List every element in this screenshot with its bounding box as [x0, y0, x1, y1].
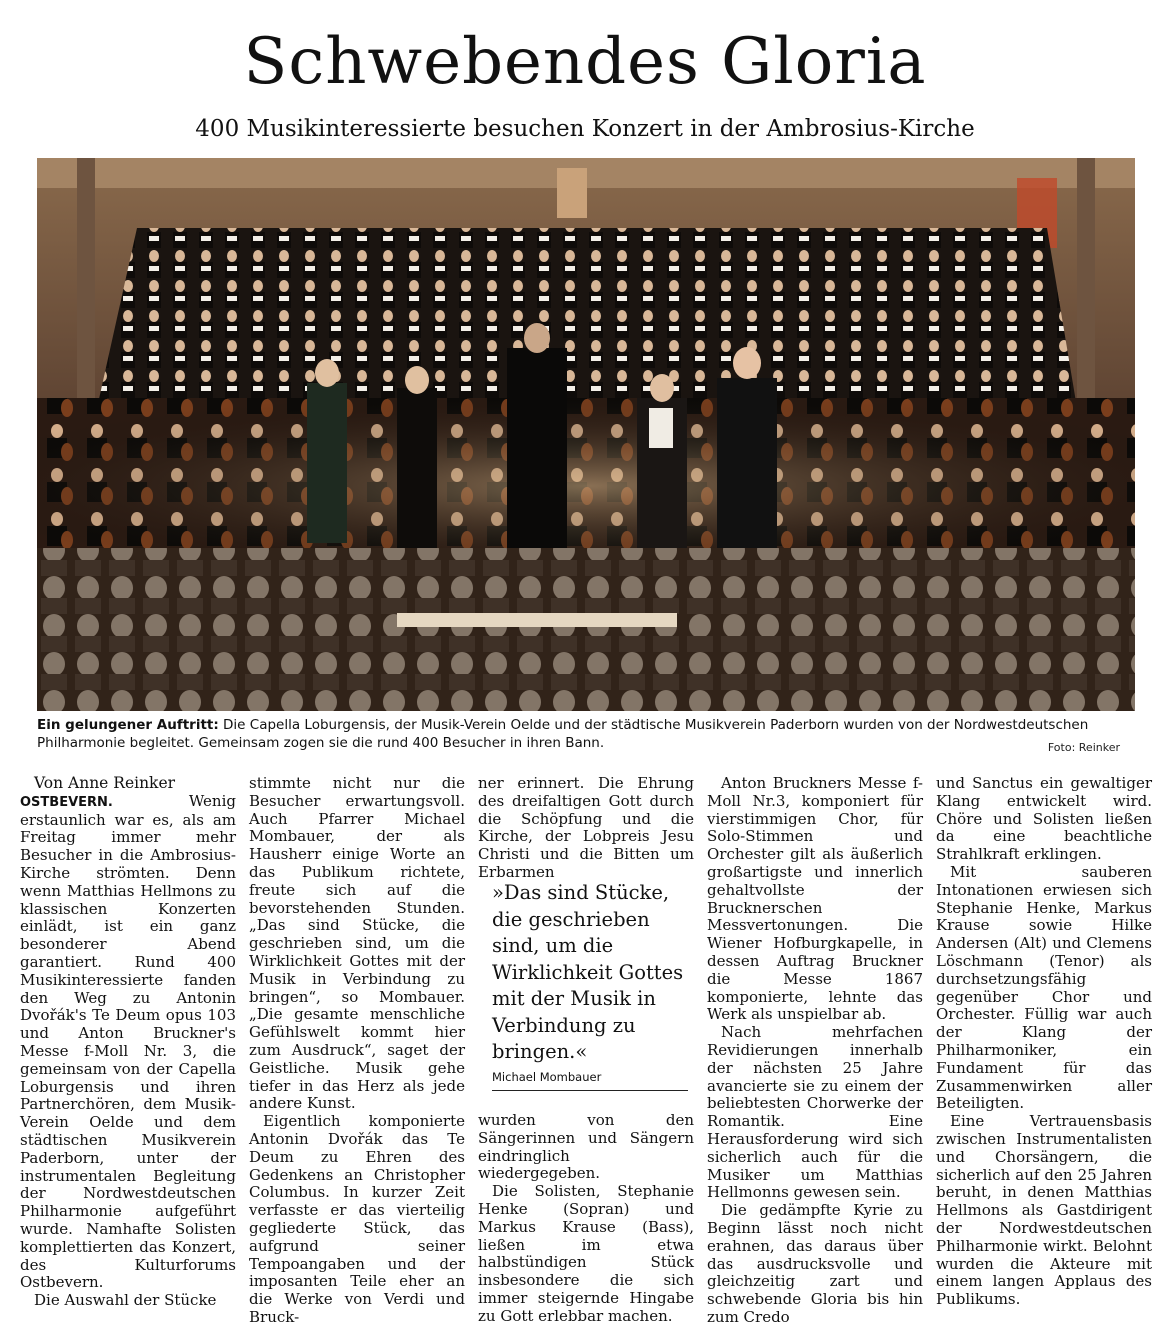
column-3-bottom: [478, 1112, 694, 1326]
photo-credit: Foto: Reinker: [1047, 741, 1120, 754]
col3-p3: Die Solisten, Stephanie Henke (Sopran) und Markus Krause (Bass), ließen im etwa halbstündigen Stück insbesondere die sich immer steigernde Hingabe zu Gott erlebbar machen.: [478, 1182, 694, 1325]
column-1: [20, 775, 236, 1310]
photo-caption: [37, 716, 1135, 752]
pull-quote-author: Michael Mombauer: [492, 1069, 602, 1084]
col4-p2: Nach mehrfachen Revidierungen innerhalb der nächsten 25 Jahre avancierte sie zu einem der beliebtesten Chorwerke der Romantik. Eine Herausforderung wird sich sicherlich auch für die Musiker um Matthias Hellmonns gewesen sein.: [707, 1023, 923, 1202]
col3-p2: wurden von den Sängerinnen und Sängern eindringlich wiedergegeben.: [478, 1111, 694, 1183]
dateline: OSTBEVERN.: [20, 794, 113, 810]
col1-p1: Wenig erstaunlich war es, als am Freitag immer mehr Besucher in die Ambrosius-Kirche strömten. Denn wenn Matthias Hellmons zu klassischen Konzerten einlädt, ist ein ganz besonderer Abend garantiert. Rund 400 Musikinteressierte fanden den Weg zu Antonin Dvořák's Te Deum opus 103 und Anton Bruckner's Messe f-Moll Nr. 3, die gemeinsam von der Capella Loburgensis und ihren Partnerchören, dem Musik-Verein Oelde und dem städtischen Musikverein Paderborn, unter der instrumentalen Begleitung der Nordwestdeutschen Philharmonie aufgeführt wurde. Namhafte Solisten komplettierten das Konzert, des Kulturforums Ostbevern.: [20, 791, 236, 1292]
caption-text: Die Capella Loburgensis, der Musik-Verein Oelde und der städtische Musikverein Paderborn wurden von der Nordwestdeutschen Philharmonie begleitet. Gemeinsam zogen sie die rund 400 Besucher in ihren Bann.: [37, 717, 1089, 751]
col5-p1: und Sanctus ein gewaltiger Klang entwickelt wird. Chöre und Solisten ließen da eine beachtliche Strahlkraft erklingen.: [936, 774, 1152, 864]
col4-p3: Die gedämpfte Kyrie zu Beginn lässt noch nicht erahnen, das daraus über das ausdrucksvolle und gleichzeitig zart und schwebende Gloria bis hin zum Credo: [707, 1201, 923, 1326]
pull-quote-text: »Das sind Stücke, die geschrieben sind, um die Wirklichkeit Gottes mit der Musik in Verbindung zu bringen.«: [492, 881, 684, 1063]
lead-paragraph: [20, 793, 236, 1292]
column-3-top: [478, 775, 694, 882]
concert-photo: [37, 158, 1135, 711]
byline: Von Anne Reinker: [34, 774, 176, 792]
column-4: [707, 775, 923, 1327]
headline: Schwebendes Gloria: [243, 25, 927, 99]
column-5: [936, 775, 1152, 1309]
caption-lead: Ein gelungener Auftritt:: [37, 717, 219, 733]
pull-quote: [492, 880, 688, 1091]
col2-p1: stimmte nicht nur die Besucher erwartungsvoll. Auch Pfarrer Michael Mombauer, der als Hausherr einige Worte an das Publikum richtete, freute sich auf die bevorstehenden Stunden. „Das sind Stücke, die geschrieben sind, um die Wirklichkeit Gottes mit der Musik in Verbindung zu bringen“, so Mombauer. „Die gesamte menschliche Gefühlswelt kommt hier zum Ausdruck“, saget der Geistliche. Musik gehe tiefer in das Herz als jede andere Kunst.: [249, 774, 465, 1113]
col2-p2: Eigentlich komponierte Antonin Dvořák das Te Deum zu Ehren des Gedenkens an Christopher Columbus. In kurzer Zeit verfasste er das vierteilig gegliederte Stück, das aufgrund seiner Tempoangaben und der imposanten Teile eher an die Werke von Verdi und Bruck-: [249, 1112, 465, 1326]
col5-p2: Mit sauberen Intonationen erwiesen sich Stephanie Henke, Markus Krause sowie Hilke Andersen (Alt) und Clemens Löschmann (Tenor) als durchsetzungsfähig gegenüber Chor und Orchester. Füllig war auch der Klang der Philharmoniker, ein Fundament für das Zusammenwirken aller Beteiligten.: [936, 862, 1152, 1113]
col1-p2: Die Auswahl der Stücke: [34, 1291, 217, 1310]
subheadline: 400 Musikinteressierte besuchen Konzert in der Ambrosius-Kirche: [195, 116, 975, 142]
col3-p1: ner erinnert. Die Ehrung des dreifaltigen Gott durch die Schöpfung und die Kirche, der Lobpreis Jesu Christi und die Bitten um Erbarmen: [478, 774, 694, 881]
column-2: [249, 775, 465, 1327]
col4-p1: Anton Bruckners Messe f-Moll Nr.3, komponiert für vierstimmigen Chor, für Solo-Stimmen und Orchester gilt als äußerlich großartigste und innerlich gehaltvollste der Brucknerschen Messvertonungen. Die Wiener Hofburgkapelle, in dessen Auftrag Bruckner die Messe 1867 komponierte, lehnte das Werk als unspielbar ab.: [707, 774, 923, 1024]
col5-p3: Eine Vertrauensbasis zwischen Instrumentalisten und Chorsängern, die sicherlich auf den 25 Jahren beruht, in denen Matthias Hellmons als Gastdirigent der Nordwestdeutschen Philharmonie wirkt. Belohnt wurden die Akteure mit einem langen Applaus des Publikums.: [936, 1112, 1152, 1309]
